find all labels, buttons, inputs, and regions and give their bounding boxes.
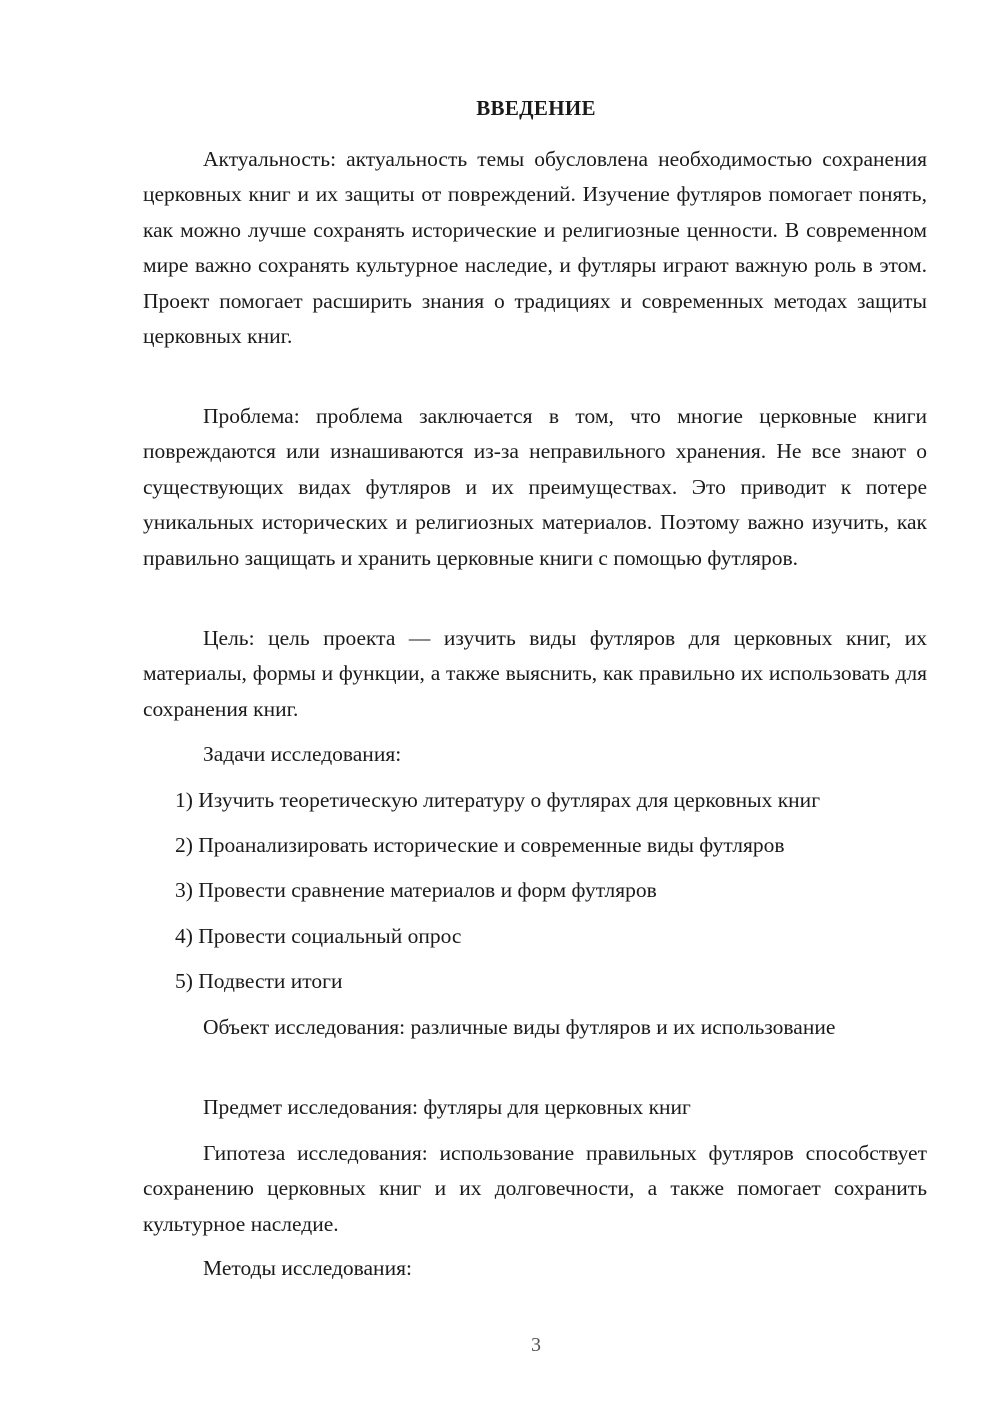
relevance-paragraph: Актуальность: актуальность темы обусловлена необходимостью сохранения церковных книг и их защиты от повреждений. Изучение футляров помогает понять, как можно лучше сохранять исторические и религиозные ценности. В современном мире важно сохранять культурное наследие, и футляры играют важную роль в этом. Проект помогает расширить знания о традициях и современных методах защиты церковных книг. xyxy=(143,147,927,349)
goal-paragraph: Цель: цель проекта — изучить виды футляров для церковных книг, их материалы, формы и функции, а также выяснить, как правильно их использовать для сохранения книг. xyxy=(143,626,927,721)
task-item: 4) Провести социальный опрос xyxy=(175,924,462,948)
tasks-heading: Задачи исследования: xyxy=(203,742,402,766)
task-item: 1) Изучить теоретическую литературу о футлярах для церковных книг xyxy=(175,788,821,812)
task-item: 3) Провести сравнение материалов и форм футляров xyxy=(175,878,657,902)
subject-paragraph: Предмет исследования: футляры для церковных книг xyxy=(203,1095,691,1119)
task-item: 2) Проанализировать исторические и современные виды футляров xyxy=(175,833,785,857)
problem-paragraph: Проблема: проблема заключается в том, что многие церковные книги повреждаются или изнашиваются из-за неправильного хранения. Не все знают о существующих видах футляров и их преимуществах. Это приводит к потере уникальных исторических и религиозных материалов. Поэтому важно изучить, как правильно защищать и хранить церковные книги с помощью футляров. xyxy=(143,404,927,570)
page-title: ВВЕДЕНИЕ xyxy=(476,96,596,120)
page-number: 3 xyxy=(531,1334,541,1356)
task-item: 5) Подвести итоги xyxy=(175,969,343,993)
methods-heading: Методы исследования: xyxy=(203,1256,412,1280)
hypothesis-paragraph: Гипотеза исследования: использование правильных футляров способствует сохранению церковных книг и их долговечности, а также помогает сохранить культурное наследие. xyxy=(143,1141,927,1236)
object-paragraph: Объект исследования: различные виды футляров и их использование xyxy=(203,1015,836,1039)
